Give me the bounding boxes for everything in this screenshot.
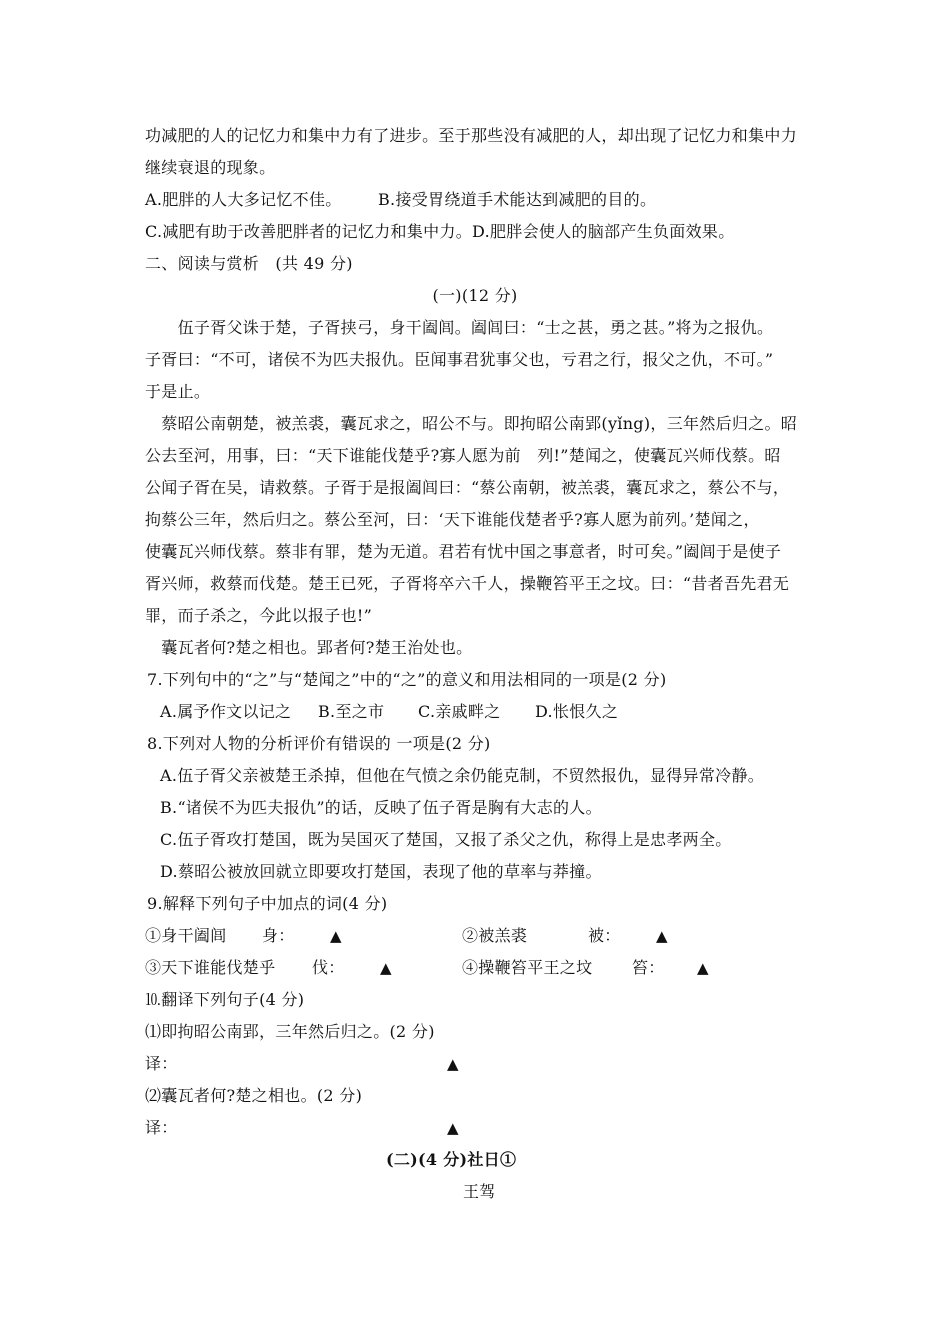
question-8-option: A.伍子胥父亲被楚王杀掉，但他在气愤之余仍能克制，不贸然报仇，显得异常冷静。: [160, 766, 765, 785]
q9-word: 伐：: [312, 958, 345, 977]
question-8-option: B.“诸侯不为匹夫报仇”的话，反映了伍子胥是胸有大志的人。: [160, 798, 602, 817]
translation-label: 译：: [145, 1118, 178, 1137]
q9-sentence: ②被羔裘: [462, 926, 528, 945]
passage-line: 公闻子胥在吴，请救蔡。子胥于是报阖闾曰：“蔡公南朝，被羔裘，囊瓦求之，蔡公不与，: [145, 478, 790, 497]
q9-sentence: ①身干阖闾: [145, 926, 227, 945]
passage-line: 公去至河，用事，曰：“天下谁能伐楚乎?寡人愿为前 列!”楚闻之，使囊瓦兴师伐蔡。昭: [145, 446, 781, 465]
passage-line: 胥兴师，救蔡而伐楚。楚王已死，子胥将卒六千人，操鞭笞平王之坟。曰：“昔者吾先君无: [145, 574, 790, 593]
question-7-option: D.怅恨久之: [535, 702, 619, 721]
q9-word: 身：: [262, 926, 295, 945]
passage-line: 拘蔡公三年，然后归之。蔡公至河，曰：‘天下谁能伐楚者乎?寡人愿为前列。’楚闻之，: [145, 510, 760, 529]
answer-blank-icon[interactable]: ▲: [447, 1055, 459, 1073]
q9-sentence: ④操鞭笞平王之坟: [462, 958, 593, 977]
option-b: B.接受胃绕道手术能达到减肥的目的。: [378, 190, 657, 209]
q10-sentence-2: ⑵囊瓦者何?楚之相也。(2 分): [145, 1086, 363, 1105]
question-10-stem: ⒑翻译下列句子(4 分): [145, 990, 305, 1009]
passage-line: 于是止。: [145, 382, 211, 401]
intro-line-1: 功减肥的人的记忆力和集中力有了进步。至于那些没有减肥的人，却出现了记忆力和集中力: [145, 126, 798, 145]
answer-blank-icon[interactable]: ▲: [447, 1119, 459, 1137]
q10-sentence-1: ⑴即拘昭公南郢，三年然后归之。(2 分): [145, 1022, 435, 1041]
passage-line: 伍子胥父诛于楚，子胥挟弓，身干阖闾。阖闾曰：“士之甚，勇之甚。”将为之报仇。: [145, 318, 774, 337]
section-2-title: 二、阅读与赏析 (共 49 分): [145, 254, 353, 273]
intro-line-2: 继续衰退的现象。: [145, 158, 276, 177]
question-7-option: B.至之市: [318, 702, 385, 721]
question-9-stem: 9.解释下列句子中加点的词(4 分): [147, 894, 388, 913]
part-2-heading: (二)(4 分)社日①: [386, 1150, 517, 1169]
answer-blank-icon[interactable]: ▲: [697, 959, 709, 977]
q9-word: 笞：: [632, 958, 665, 977]
answer-blank-icon[interactable]: ▲: [380, 959, 392, 977]
q9-word: 被：: [588, 926, 621, 945]
passage-line: 囊瓦者何?楚之相也。郢者何?楚王治处也。: [145, 638, 473, 657]
answer-blank-icon[interactable]: ▲: [330, 927, 342, 945]
option-a: A.肥胖的人大多记忆不佳。: [145, 190, 342, 209]
question-7-stem: 7.下列句中的“之”与“楚闻之”中的“之”的意义和用法相同的一项是(2 分): [147, 670, 667, 689]
question-7-option: A.属予作文以记之: [160, 702, 292, 721]
passage-line: 蔡昭公南朝楚，被羔裘，囊瓦求之，昭公不与。即拘昭公南郢(yǐng)，三年然后归之。昭: [145, 414, 798, 433]
part-1-heading: (一)(12 分): [432, 286, 518, 305]
passage-line: 罪，而子杀之，今此以报子也!”: [145, 606, 373, 625]
passage-line: 子胥曰：“不可，诸侯不为匹夫报仇。臣闻事君犹事父也，亏君之行，报父之仇，不可。”: [145, 350, 774, 369]
question-8-stem: 8.下列对人物的分析评价有错误的 一项是(2 分): [147, 734, 491, 753]
question-7-option: C.亲戚畔之: [418, 702, 501, 721]
passage-line: 使囊瓦兴师伐蔡。蔡非有罪，楚为无道。君若有忧中国之事意者，时可矣。”阖闾于是使子: [145, 542, 782, 561]
answer-blank-icon[interactable]: ▲: [656, 927, 668, 945]
q9-sentence: ③天下谁能伐楚乎: [145, 958, 276, 977]
question-8-option: C.伍子胥攻打楚国，既为吴国灭了楚国，又报了杀父之仇，称得上是忠孝两全。: [160, 830, 732, 849]
poem-author: 王驾: [463, 1182, 496, 1201]
question-8-option: D.蔡昭公被放回就立即要攻打楚国，表现了他的草率与莽撞。: [160, 862, 602, 881]
translation-label: 译：: [145, 1054, 178, 1073]
option-cd: C.减肥有助于改善肥胖者的记忆力和集中力。D.肥胖会使人的脑部产生负面效果。: [145, 222, 735, 241]
